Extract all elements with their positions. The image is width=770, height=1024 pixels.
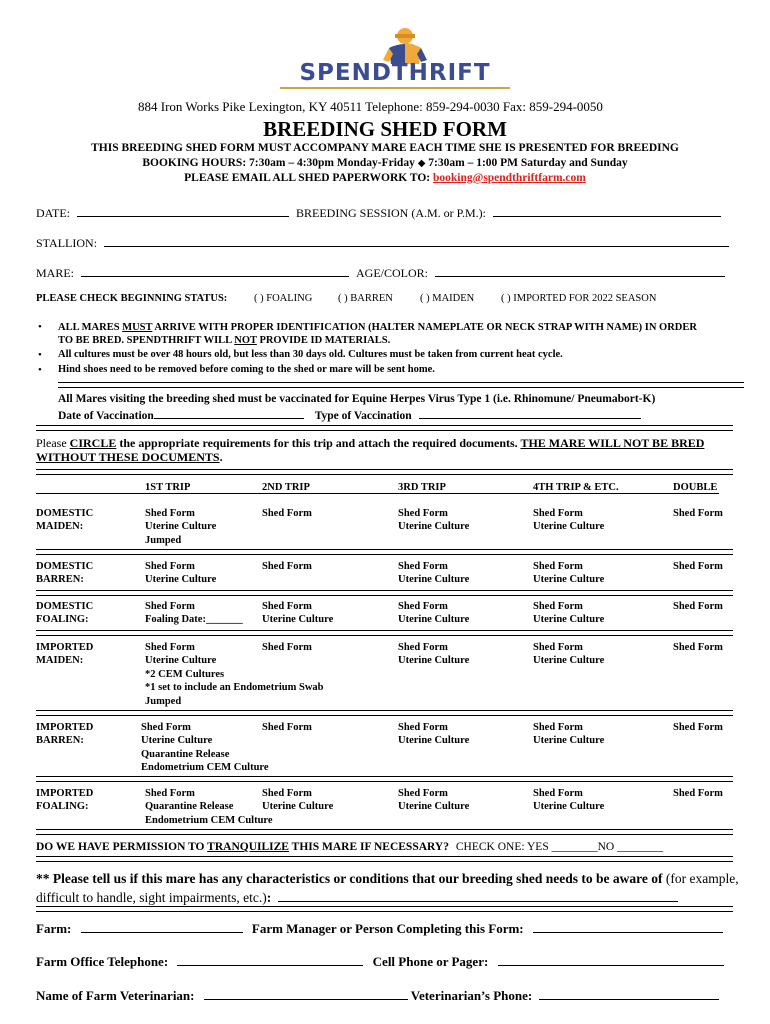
characteristics-input[interactable] [278,889,678,902]
logo [280,26,510,92]
vaccination-fields: Date of Vaccination Type of Vaccination [58,408,641,422]
status-option-imported[interactable]: ( ) IMPORTED FOR 2022 SEASON [501,293,657,304]
table-cell[interactable]: Shed Form Uterine Culture *2 CEM Cultures *1 set to include an Endometrium Swab Jumped [145,642,324,707]
table-cell[interactable]: Shed Form Uterine Culture [262,601,334,626]
table-cell[interactable]: Shed Form Uterine Culture [398,642,470,667]
stallion-field-row: STALLION: [36,235,729,251]
table-cell[interactable]: Shed Form [673,788,723,799]
table-cell[interactable]: Shed Form [262,561,312,572]
bullet-shoes: Hind shoes need to be removed before coming to the shed or mare will be sent home. [58,364,435,375]
office-phone-input[interactable] [177,953,363,966]
table-cell[interactable]: Shed Form Uterine Culture [398,722,470,747]
divider [36,425,733,431]
page-title: BREEDING SHED FORM [263,117,507,141]
table-cell[interactable]: Shed Form Uterine Culture [398,601,470,626]
booking-hours: BOOKING HOURS: 7:30am – 4:30pm Monday-Friday ◆ 7:30am – 1:00 PM Saturday and Sunday [142,157,628,169]
mare-field-row: MARE: AGE/COLOR: [36,265,725,281]
vaccination-date-input[interactable] [154,408,304,419]
status-option-barren[interactable]: ( ) BARREN [338,293,393,304]
email-link[interactable]: booking@spendthriftfarm.com [432,172,586,184]
date-field-row: DATE: BREEDING SESSION (A.M. or P.M.): [36,205,721,221]
session-input[interactable] [493,205,721,217]
column-header: DOUBLE [673,482,718,493]
table-cell[interactable]: Shed Form [673,561,723,572]
column-header: 2ND TRIP [262,482,310,493]
table-cell[interactable]: Shed Form [673,601,723,612]
column-header: 1ST TRIP [145,482,191,493]
notice-line: THIS BREEDING SHED FORM MUST ACCOMPANY MARE EACH TIME SHE IS PRESENTED FOR BREEDING [91,142,679,154]
table-cell[interactable]: Shed Form Uterine Culture [533,561,605,586]
column-header: 4TH TRIP & ETC. [533,482,619,493]
vet-name-input[interactable] [204,987,408,1000]
column-header: 3RD TRIP [398,482,446,493]
age-color-input[interactable] [435,265,725,277]
table-cell[interactable]: Shed Form Foaling Date:_______ [145,601,243,626]
row-label: DOMESTIC BARREN: [36,561,94,586]
table-cell[interactable]: Shed Form [262,508,312,519]
farm-input[interactable] [81,920,243,933]
mare-input[interactable] [81,265,349,277]
vaccination-notice: All Mares visiting the breeding shed must be vaccinated for Equine Herpes Virus Type 1 (i.e. Rhinomune/ Pneumabort-K) [58,393,656,405]
tranquilize-question: DO WE HAVE PERMISSION TO TRANQUILIZE THIS MARE IF NECESSARY? CHECK ONE: YES ________NO ________ [36,841,664,853]
table-cell[interactable]: Shed Form Uterine Culture [262,788,334,813]
table-cell[interactable]: Shed Form [673,722,723,733]
row-label: IMPORTED MAIDEN: [36,642,94,667]
table-cell[interactable]: Shed Form Uterine Culture [533,508,605,533]
tranquilize-check[interactable]: CHECK ONE: YES ________NO ________ [455,841,664,853]
diamond-icon: ◆ [417,158,426,169]
table-cell[interactable]: Shed Form [262,722,312,733]
table-cell[interactable]: Shed Form [262,642,312,653]
table-cell[interactable]: Shed Form Uterine Culture [533,788,605,813]
table-cell[interactable]: Shed Form Uterine Culture [533,601,605,626]
row-label: DOMESTIC MAIDEN: [36,508,94,533]
table-cell[interactable]: Shed Form Uterine Culture [398,788,470,813]
farm-row: Farm: Farm Manager or Person Completing this Form: [36,920,723,937]
vet-phone-input[interactable] [539,987,719,1000]
email-line: PLEASE EMAIL ALL SHED PAPERWORK TO: booking@spendthriftfarm.com [184,172,586,184]
table-cell[interactable]: Shed Form Uterine Culture Jumped [145,508,217,546]
status-row: PLEASE CHECK BEGINNING STATUS: [36,293,228,304]
status-option-maiden[interactable]: ( ) MAIDEN [420,293,475,304]
bullet-icon: • [38,321,42,333]
characteristics-question: ** Please tell us if this mare has any characteristics or conditions that our breeding shed needs to be aware of (for example, difficult to handle, sight impairments, etc.): [36,871,739,905]
status-option-foaling[interactable]: ( ) FOALING [254,293,313,304]
address-line: 884 Iron Works Pike Lexington, KY 40511 Telephone: 859-294-0030 Fax: 859-294-0050 [138,99,603,114]
table-cell[interactable]: Shed Form Uterine Culture [398,508,470,533]
vaccination-type-input[interactable] [419,408,641,419]
divider [58,382,744,388]
date-input[interactable] [77,205,289,217]
divider [36,906,733,912]
table-cell[interactable]: Shed Form [673,642,723,653]
table-cell[interactable]: Shed Form Uterine Culture [533,722,605,747]
row-label: IMPORTED BARREN: [36,722,94,747]
table-cell[interactable]: Shed Form Uterine Culture [533,642,605,667]
bullet-id-requirement: ALL MARES MUST ARRIVE WITH PROPER IDENTIFICATION (HALTER NAMEPLATE OR NECK STRAP WITH NAME) IN ORDER TO BE BRED. SPENDTHRIFT WILL NOT PROVIDE ID MATERIALS. [58,322,697,346]
bullet-cultures: All cultures must be over 48 hours old, but less than 30 days old. Cultures must be taken from current heat cycle. [58,349,563,360]
phone-row: Farm Office Telephone: Cell Phone or Pager: [36,953,724,970]
table-cell[interactable]: Shed Form Uterine Culture [398,561,470,586]
table-cell[interactable]: Shed Form Quarantine Release Endometrium CEM Culture [145,788,273,826]
manager-input[interactable] [533,920,723,933]
stallion-input[interactable] [104,235,729,247]
divider [36,469,733,475]
row-label: DOMESTIC FOALING: [36,601,94,626]
table-cell[interactable]: Shed Form [673,508,723,519]
vet-row: Name of Farm Veterinarian: Veterinarian’s Phone: [36,987,719,1004]
circle-instructions: Please CIRCLE the appropriate requirements for this trip and attach the required documents. THE MARE WILL NOT BE BRED WITHOUT THESE DOCUMENTS. [36,436,705,464]
logo-wordmark: SPENDTHRIFT [299,60,491,86]
row-label: IMPORTED FOALING: [36,788,94,813]
table-cell[interactable]: Shed Form Uterine Culture [145,561,217,586]
cell-phone-input[interactable] [498,953,724,966]
bullet-icon: • [38,349,42,361]
divider [36,856,733,862]
bullet-icon: • [38,364,42,376]
table-cell[interactable]: Shed Form Uterine Culture Quarantine Release Endometrium CEM Culture [141,722,269,774]
